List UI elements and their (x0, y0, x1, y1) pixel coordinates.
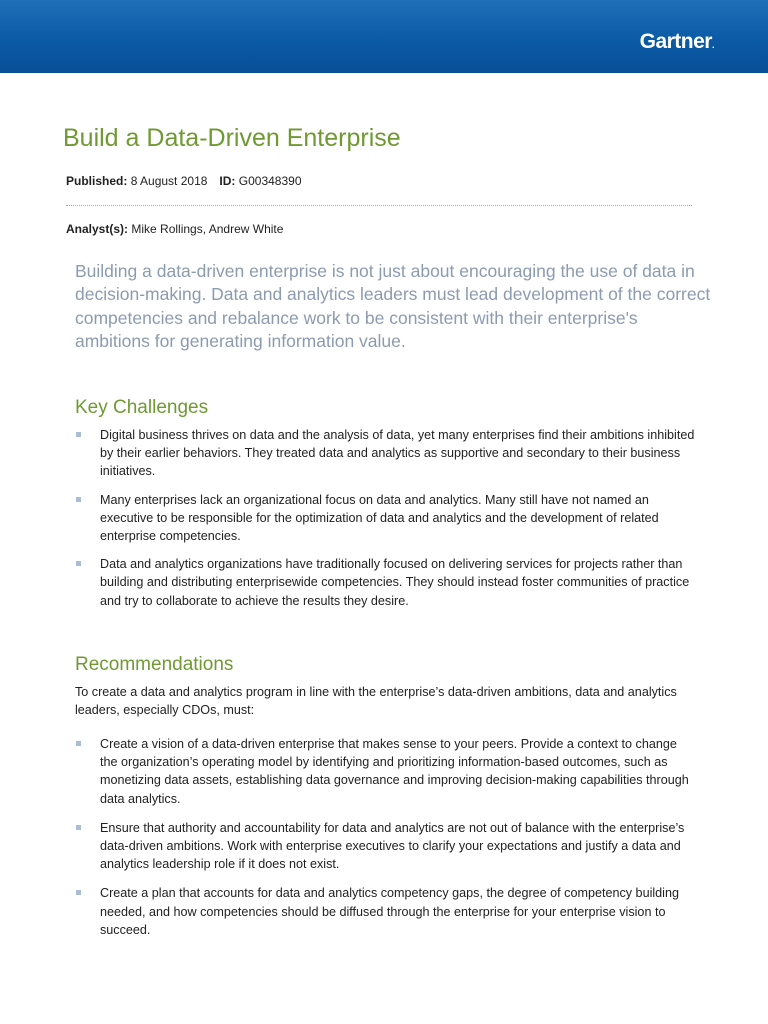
recommendations-intro: To create a data and analytics program in line with the enterprise’s data-driven ambitions, data and analytics leaders, especially CDOs, must: (75, 685, 677, 718)
header-bar (0, 0, 768, 73)
brand-text: Gartner (639, 30, 712, 53)
list-item (75, 735, 695, 808)
list-item (75, 555, 695, 610)
bullet-square-icon (76, 825, 81, 830)
list-item-text: Data and analytics organizations have traditionally focused on delivering services for projects rather than building and distributing enterprisewide competencies. They should instead foster communities of practice and try to collaborate to achieve the results they desire. (100, 557, 690, 608)
list-item (75, 426, 695, 481)
published-date: 8 August 2018 (130, 174, 208, 188)
list-item-text: Many enterprises lack an organizational focus on data and analytics. Many still have not named an executive to be responsible for the optimization of data and analytics and the development of related enterprise competencies. (100, 492, 659, 544)
key-challenges-heading: Key Challenges (75, 397, 209, 418)
id-label: ID: (219, 174, 236, 188)
list-item (75, 491, 695, 546)
key-challenges-list (75, 426, 695, 610)
recommendations-heading: Recommendations (75, 654, 234, 675)
analysts-label: Analyst(s): (66, 222, 129, 236)
bullet-square-icon (76, 741, 81, 746)
bullet-square-icon (76, 432, 81, 437)
brand-mark: . (711, 40, 714, 50)
list-item (75, 884, 695, 939)
summary-paragraph: Building a data-driven enterprise is not just about encouraging the use of data in decision-making. Data and analytics leaders must lead development of the correct competencies and rebalance work to be consistent with their enterprise's ambitions for generating information value. (75, 261, 711, 351)
published-label: Published: (66, 174, 128, 188)
gartner-logo (640, 30, 714, 54)
analysts-meta (66, 222, 283, 236)
bullet-square-icon (76, 890, 81, 895)
list-item-text: Create a plan that accounts for data and analytics competency gaps, the degree of competency building needed, and how competencies should be diffused through the enterprise for your enterprise vision to succeed. (100, 886, 679, 937)
list-item-text: Create a vision of a data-driven enterprise that makes sense to your peers. Provide a context to change the organization’s operating model by identifying and prioritizing information-based outcomes, such as monetizing data assets, establishing data governance and improving decision-making capabilities through data analytics. (100, 737, 689, 806)
document-title: Build a Data-Driven Enterprise (63, 124, 401, 152)
list-item-text: Digital business thrives on data and the analysis of data, yet many enterprises find their ambitions inhibited by their earlier behaviors. They treated data and analytics as supportive and secondary to their business initiatives. (100, 428, 695, 479)
analysts-names: Mike Rollings, Andrew White (131, 222, 284, 236)
list-item (75, 819, 695, 874)
list-item-text: Ensure that authority and accountability for data and analytics are not out of balance with the enterprise’s data-driven ambitions. Work with enterprise executives to clarify your expectations and justify a data and analytics leadership role if it does not exist. (100, 820, 685, 872)
bullet-square-icon (76, 561, 81, 566)
publication-meta (66, 174, 302, 188)
document-id: G00348390 (238, 174, 302, 188)
bullet-square-icon (76, 497, 81, 502)
meta-divider (66, 205, 692, 206)
recommendations-list (75, 735, 695, 939)
